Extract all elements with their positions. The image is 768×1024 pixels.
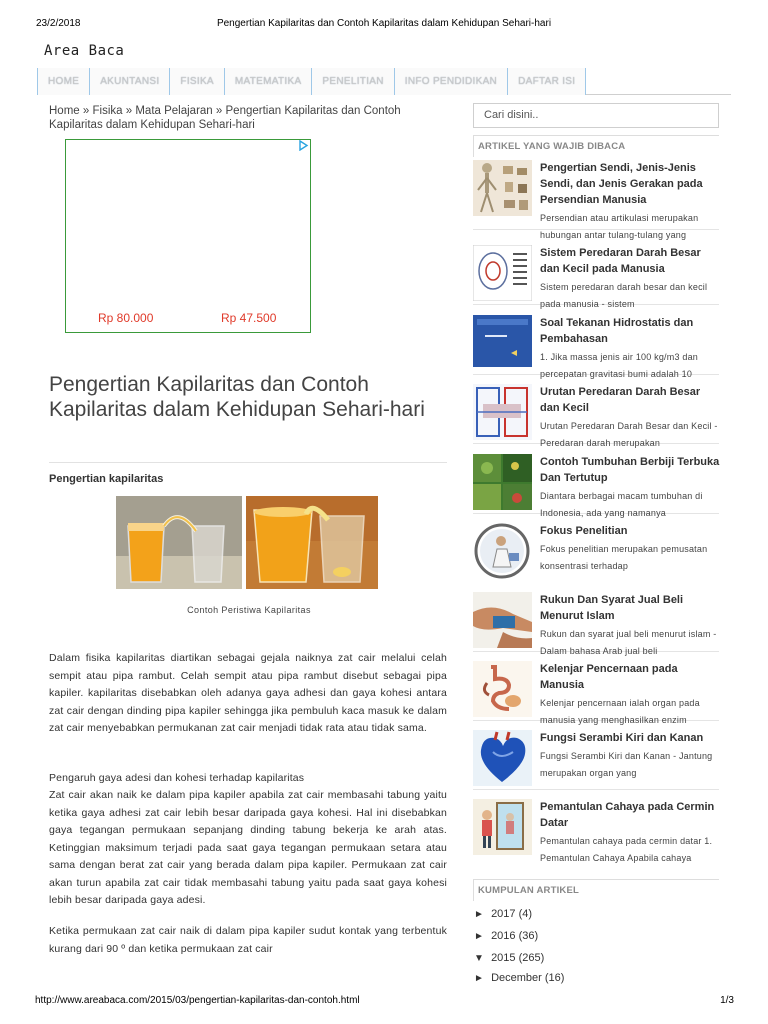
search-input[interactable]: Cari disini.. bbox=[473, 103, 719, 128]
hydrostatic-thumbnail[interactable] bbox=[473, 315, 532, 367]
article-title[interactable]: Pengertian Sendi, Jenis-Jenis Sendi, dan Jenis Gerakan pada Persendian Manusia bbox=[540, 162, 703, 206]
archive-year-2016[interactable]: ► 2016 (36) bbox=[474, 930, 539, 942]
article-snippet: Sistem peredaran darah besar dan kecil pada manusia - sistem bbox=[540, 282, 708, 309]
nav-fisika[interactable]: FISIKA bbox=[169, 68, 223, 95]
article-snippet: Persendian atau artikulasi merupakan hubungan antar tulang-tulang yang bbox=[540, 213, 699, 240]
article-snippet: Pemantulan cahaya pada cermin datar 1. Pemantulan Cahaya Apabila cahaya bbox=[540, 836, 713, 863]
researcher-thumbnail[interactable] bbox=[473, 523, 532, 579]
sidebar-article[interactable] bbox=[473, 799, 719, 867]
sidebar-article[interactable] bbox=[473, 661, 719, 725]
circulation-diagram-thumbnail[interactable] bbox=[473, 245, 532, 301]
skeleton-thumbnail[interactable] bbox=[473, 160, 532, 216]
mirror-thumbnail[interactable] bbox=[473, 799, 532, 855]
archive-year-2017[interactable]: ► 2017 (4) bbox=[474, 908, 533, 920]
expand-icon[interactable]: ► bbox=[474, 931, 484, 942]
article-title[interactable]: Fokus Penelitian bbox=[540, 525, 628, 537]
article-title[interactable]: Contoh Tumbuhan Berbiji Terbuka Dan Tertutup bbox=[540, 456, 720, 484]
paragraph-2: Zat cair akan naik ke dalam pipa kapiler apabila zat cair membasahi tabung yaitu ketika gaya adhesi zat cair lebih besar daripada gaya kohesi. Hal ini disebabkan gaya tegangan permukaan sepanjang dinding tabung bekerja ke arah atas. Ketinggian maksimum terjadi pada saat gaya tegangan permukaan setara atau sama dengan berat zat cair yang berada dalam pipa kapiler. Permukaan zat cair akan turun apabila zat cair tidak membasahi tabung yaitu pada saat gaya kohesi lebih besar daripada gaya adesi. bbox=[49, 789, 447, 906]
capillarity-photo bbox=[116, 496, 380, 589]
article-title[interactable]: Urutan Peredaran Darah Besar dan Kecil bbox=[540, 386, 701, 414]
paragraph-1: Dalam fisika kapilaritas diartikan sebagai gejala naiknya zat cair melalui celah sempit atau pipa rambut. Celah sempit atau pipa rambut disebut sebagai pipa kapiler. kapilaritas disebabkan oleh adanya gaya adhesi dan gaya kohesi antara zat cair dengan dinding pipa kapiler sehingga jika pembuluh kaca masuk ke dalam zat cair menyebabkan permukanan zat cair menjadi tidak rata atau tidak sama. bbox=[49, 652, 447, 734]
blood-flow-thumbnail[interactable] bbox=[473, 384, 532, 440]
digestion-thumbnail[interactable] bbox=[473, 661, 532, 717]
post-title: Pengertian Kapilaritas dan Contoh Kapilaritas dalam Kehidupan Sehari-hari bbox=[49, 373, 425, 421]
print-page-number: 1/3 bbox=[720, 995, 734, 1006]
paragraph-2-heading: Pengaruh gaya adesi dan kohesi terhadap kapilaritas bbox=[49, 772, 305, 784]
article-title[interactable]: Fungsi Serambi Kiri dan Kanan bbox=[540, 732, 704, 744]
image-caption: Contoh Peristiwa Kapilaritas bbox=[187, 605, 311, 615]
article-snippet: Diantara berbagai macam tumbuhan di Indonesia, ada yang namanya bbox=[540, 491, 703, 518]
article-title[interactable]: Rukun Dan Syarat Jual Beli Menurut Islam bbox=[540, 594, 684, 622]
sidebar-article[interactable] bbox=[473, 245, 719, 309]
paragraph-3: Ketika permukaan zat cair naik di dalam pipa kapiler sudut kontak yang terbentuk kurang dari 90 º dan ketika permukaan zat cair bbox=[49, 925, 447, 955]
sidebar-article[interactable] bbox=[473, 454, 720, 518]
article-snippet: Rukun dan syarat jual beli menurut islam - Dalam bahasa Arab jual beli bbox=[540, 629, 717, 656]
ad-banner[interactable] bbox=[65, 139, 311, 333]
article-snippet: 1. Jika massa jenis air 100 kg/m3 dan percepatan gravitasi bumi adalah 10 bbox=[540, 352, 698, 379]
nav-home[interactable]: HOME bbox=[37, 68, 89, 95]
print-header bbox=[0, 18, 768, 32]
ad-price-2[interactable]: Rp 47.500 bbox=[221, 311, 277, 325]
article-title[interactable]: Kelenjar Pencernaan pada Manusia bbox=[540, 663, 678, 691]
sidebar-article[interactable] bbox=[473, 523, 719, 583]
trade-thumbnail[interactable] bbox=[473, 592, 532, 648]
article-snippet: Fungsi Serambi Kiri dan Kanan - Jantung merupakan organ yang bbox=[540, 751, 713, 778]
nav-akuntansi[interactable]: AKUNTANSI bbox=[89, 68, 169, 95]
article-title[interactable]: Pemantulan Cahaya pada Cermin Datar bbox=[540, 801, 715, 829]
article-snippet: Kelenjar pencernaan ialah organ pada manusia yang menghasilkan enzim bbox=[540, 698, 700, 725]
sidebar-article[interactable] bbox=[473, 160, 719, 240]
nav-penelitian[interactable]: PENELITIAN bbox=[311, 68, 393, 95]
expand-icon[interactable]: ► bbox=[474, 909, 484, 920]
breadcrumb-mapel[interactable]: Mata Pelajaran bbox=[135, 105, 213, 117]
breadcrumb: Home » Fisika » Mata Pelajaran » Pengertian Kapilaritas dan Contoh Kapilaritas dalam Kehidupan Sehari-hari bbox=[49, 105, 401, 131]
site-title[interactable]: Area Baca bbox=[44, 43, 125, 59]
sidebar-article[interactable] bbox=[473, 384, 719, 448]
breadcrumb-fisika[interactable]: Fisika bbox=[92, 105, 123, 117]
collapse-icon[interactable]: ▼ bbox=[474, 953, 484, 964]
article-snippet: Fokus penelitian merupakan pemusatan konsentrasi terhadap bbox=[540, 544, 708, 571]
article-snippet: Urutan Peredaran Darah Besar dan Kecil - Peredaran darah merupakan bbox=[540, 421, 718, 448]
main-nav bbox=[37, 68, 731, 95]
archive-year-2015[interactable]: ▼ 2015 (265) bbox=[474, 952, 545, 964]
divider bbox=[49, 462, 447, 463]
adchoices-icon[interactable] bbox=[297, 140, 310, 153]
heart-thumbnail[interactable] bbox=[473, 730, 532, 786]
section-heading: Pengertian kapilaritas bbox=[49, 473, 164, 485]
plants-thumbnail[interactable] bbox=[473, 454, 532, 510]
sidebar-article[interactable] bbox=[473, 315, 719, 379]
nav-matematika[interactable]: MATEMATIKA bbox=[224, 68, 312, 95]
print-title: Pengertian Kapilaritas dan Contoh Kapilaritas dalam Kehidupan Sehari-hari bbox=[216, 18, 552, 29]
breadcrumb-current: Pengertian Kapilaritas dan Contoh Kapilaritas dalam Kehidupan Sehari-hari bbox=[49, 105, 401, 131]
article-title[interactable]: Sistem Peredaran Darah Besar dan Kecil pada Manusia bbox=[540, 247, 701, 275]
sidebar-article[interactable] bbox=[473, 592, 719, 656]
article-title[interactable]: Soal Tekanan Hidrostatis dan Pembahasan bbox=[540, 317, 694, 345]
must-read-heading: ARTIKEL YANG WAJIB DIBACA bbox=[473, 135, 719, 157]
ad-price-1[interactable]: Rp 80.000 bbox=[98, 311, 154, 325]
collection-heading: KUMPULAN ARTIKEL bbox=[473, 879, 719, 901]
sidebar-article[interactable] bbox=[473, 730, 719, 790]
expand-icon[interactable]: ► bbox=[474, 973, 484, 984]
breadcrumb-home[interactable]: Home bbox=[49, 105, 80, 117]
archive-month-december[interactable]: ► December (16) bbox=[474, 972, 565, 984]
print-date: 23/2/2018 bbox=[36, 18, 81, 29]
print-url: http://www.areabaca.com/2015/03/pengertian-kapilaritas-dan-contoh.html bbox=[35, 995, 360, 1006]
nav-daftar-isi[interactable]: DAFTAR ISI bbox=[507, 68, 586, 95]
nav-info-pendidikan[interactable]: INFO PENDIDIKAN bbox=[394, 68, 507, 95]
